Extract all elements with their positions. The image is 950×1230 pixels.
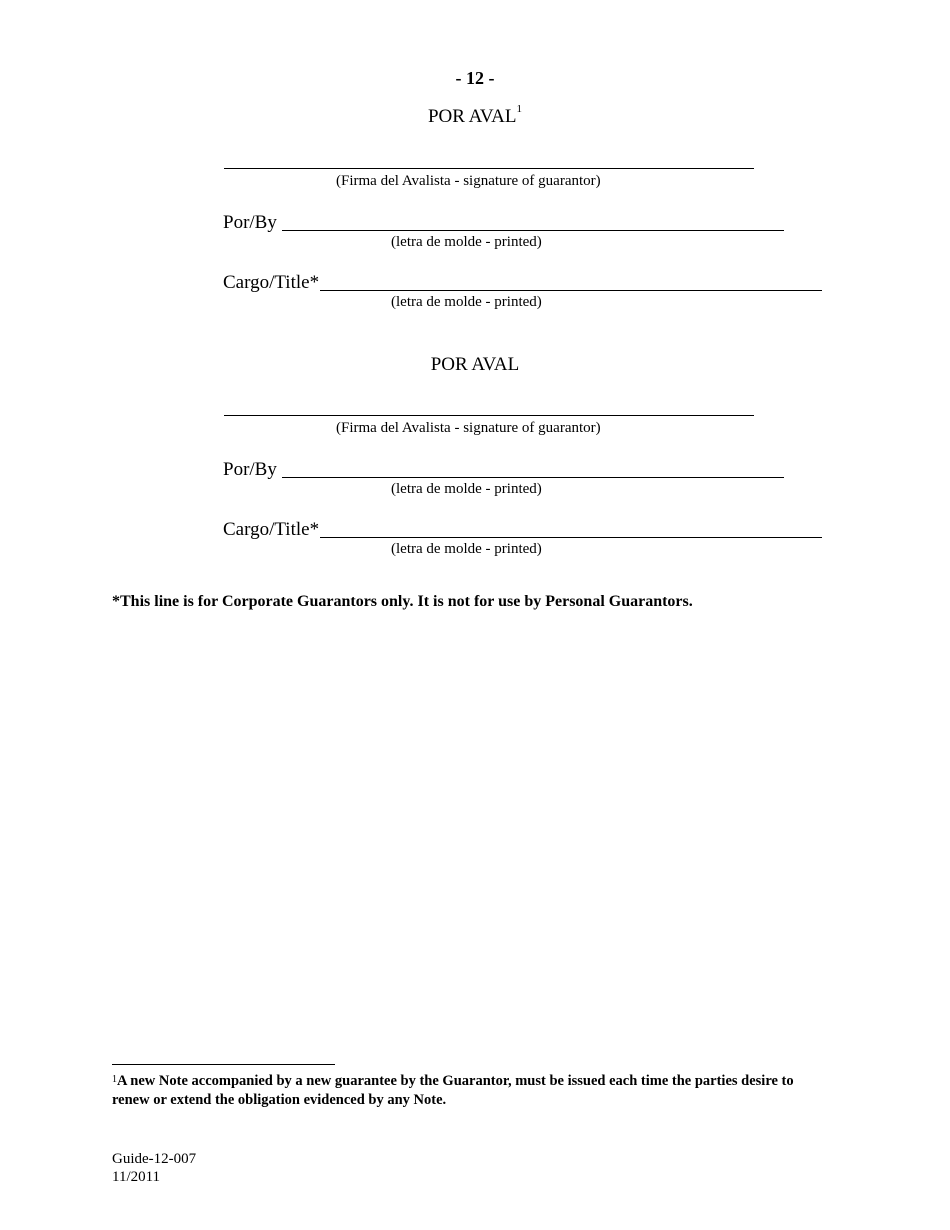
by-label-2: Por/By bbox=[223, 459, 277, 480]
corporate-guarantor-note: *This line is for Corporate Guarantors only. It is not for use by Personal Guarantors. bbox=[112, 593, 693, 610]
by-label-1: Por/By bbox=[223, 212, 277, 233]
title-line-2 bbox=[320, 537, 822, 538]
page-number: - 12 - bbox=[455, 68, 495, 88]
footnote-marker: 1 bbox=[112, 1074, 117, 1085]
footer-doc-id: Guide-12-007 bbox=[112, 1151, 197, 1167]
page-footer bbox=[112, 1150, 196, 1186]
by-caption-2: (letra de molde - printed) bbox=[391, 481, 542, 497]
signature-line-2 bbox=[224, 415, 754, 416]
signature-line-1 bbox=[224, 168, 754, 169]
footnote-ref-1: 1 bbox=[516, 103, 523, 115]
by-caption-1: (letra de molde - printed) bbox=[391, 234, 542, 250]
footnote-text: A new Note accompanied by a new guarantee by the Guarantor, must be issued each time the parties desire to renew or extend the obligation evidenced by any Note. bbox=[112, 1073, 794, 1108]
footnote bbox=[112, 1072, 832, 1110]
title-caption-2: (letra de molde - printed) bbox=[391, 541, 542, 557]
title-line-1 bbox=[320, 290, 822, 291]
footer-date: 11/2011 bbox=[112, 1169, 161, 1185]
title-label-1: Cargo/Title* bbox=[223, 272, 320, 293]
title-caption-1: (letra de molde - printed) bbox=[391, 294, 542, 310]
signature-caption-2: (Firma del Avalista - signature of guarantor) bbox=[336, 420, 601, 436]
footnote-separator bbox=[112, 1064, 335, 1065]
heading-text-1: POR AVAL bbox=[427, 106, 517, 127]
por-aval-heading-2: POR AVAL bbox=[430, 354, 520, 375]
por-aval-heading-1 bbox=[0, 103, 950, 128]
title-label-2: Cargo/Title* bbox=[223, 519, 320, 540]
by-line-1 bbox=[282, 230, 784, 231]
by-line-2 bbox=[282, 477, 784, 478]
signature-caption-1: (Firma del Avalista - signature of guarantor) bbox=[336, 173, 601, 189]
